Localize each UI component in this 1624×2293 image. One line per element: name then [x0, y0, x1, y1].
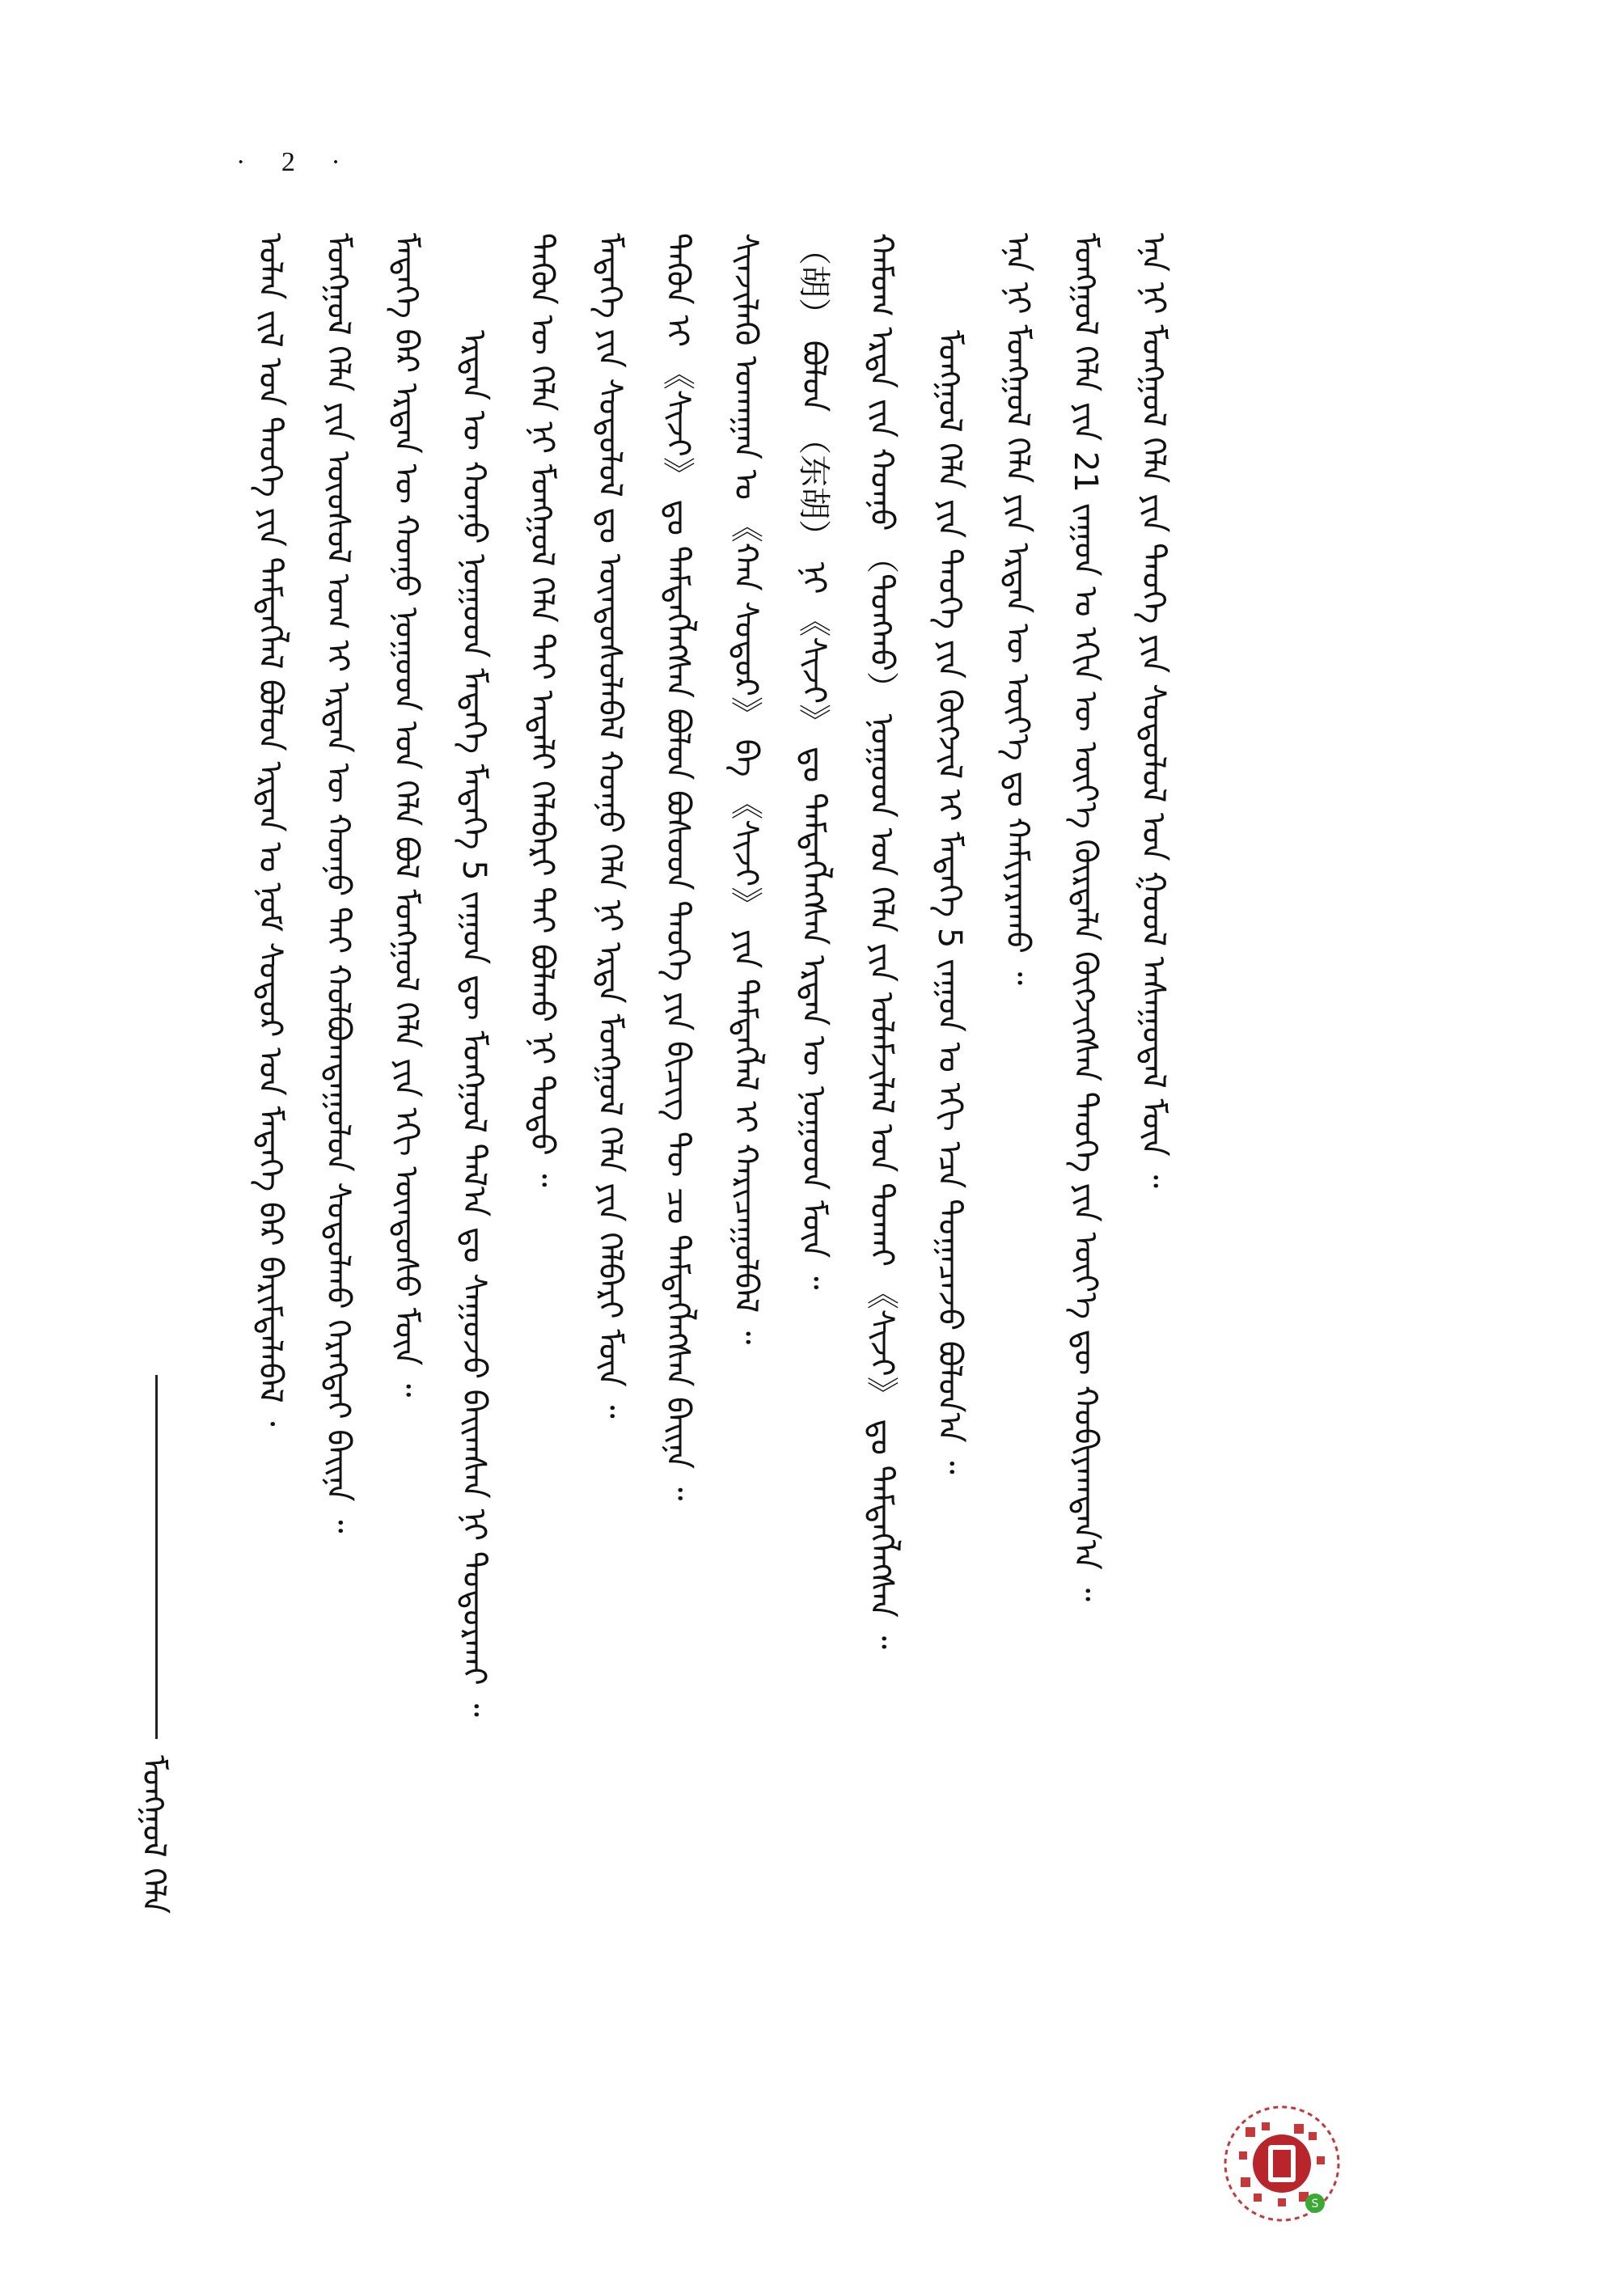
qr-code-icon — [1221, 2103, 1343, 2224]
page-number: · 2 · — [236, 147, 355, 177]
text-line: ᠡᠨᠡ ᠨᠢ ᠮᠣᠩᠭᠣᠯ ᠬᠡᠯᠡ ᠶᠢᠨ ᠡᠷᠲᠡᠨ ᠦ ᠦᠶ᠎ᠡ ᠳᠤ ᠬᠠᠮᠢᠶᠠᠷᠠᠬᠤ ᠃ — [999, 233, 1036, 985]
text-line: ᠮᠡᠳᠡᠭᠡ ᠪᠠᠷ ᠡᠷᠲᠡᠨ ᠦ ᠬᠤᠨᠨᠦ ᠨᠤᠭᠤᠳ ᠤᠨ ᠬᠡᠯᠡ ᠪᠣᠯ ᠮᠣᠩᠭᠣᠯ ᠬᠡᠯᠡ ᠶᠢᠨ ᠡᠬᠢ ᠦᠨᠳᠦᠰᠦ ᠮᠥᠨ ᠃ — [387, 233, 425, 1398]
text-line: ᠮᠡᠳᠡᠭᠡ ᠶᠢᠨ ᠰᠤᠳᠤᠯᠤᠯ ᠳᠤ ᠦᠨᠳᠦᠰᠦᠯᠡᠪᠡᠯ ᠬᠤᠨᠨᠦ ᠬᠡᠯᠡ ᠨᠢ ᠡᠷᠲᠡ ᠮᠣᠩᠭᠣᠯ ᠬᠡᠯᠡ ᠶᠢᠨ ᠬᠡᠯᠪᠡᠷᠢ ᠮᠥᠨ ᠃ — [591, 233, 628, 1419]
text-line: ᠰᠢᠨᠵᠢᠯᠡᠬᠦ ᠤᠬᠠᠭᠠᠨ ᠤ 《ᠬᠠᠨ ᠰᠤᠳᠤᠷ》 ᠪᠠ 《ᠰᠢᠵᠢ》 ᠶᠢᠨ ᠲᠡᠮᠳᠡᠭᠯᠡᠯ ᠢ ᠬᠠᠷᠢᠴᠠᠭᠤᠯᠪᠠᠯ ᠃ — [727, 233, 764, 1345]
text-line: ᠮᠣᠩᠭᠣᠯ ᠬᠡᠯᠡ ᠶᠢᠨ 21 ᠵᠠᠭᠤᠨ ᠤ ᠡᠬᠢᠨ ᠦ ᠦᠶ᠎ᠡ ᠬᠦᠷᠲᠡᠯᠡ ᠬᠥᠭᠵᠢᠭᠰᠡᠨ ᠲᠡᠦᠬᠡ ᠶᠢᠨ ᠦᠶ᠎ᠡ ᠳᠦ ᠬᠤᠪᠢᠶᠠᠭᠳᠠᠨ᠎ᠠ ᠃ — [1067, 233, 1104, 1601]
text-line: ᠡᠨᠡ ᠨᠢ ᠮᠣᠩᠭᠣᠯ ᠬᠡᠯᠡ ᠶᠢᠨ ᠲᠡᠦᠬᠡ ᠶᠢᠨ ᠰᠤᠳᠤᠯᠤᠯ ᠤᠨ ᠭᠣᠣᠯ ᠠᠰᠠᠭᠤᠳᠠᠯ ᠮᠥᠨ ᠃ — [1135, 233, 1172, 1188]
text-line: ᠮᠣᠩᠭᠣᠯ ᠬᠡᠯᠡ ᠶᠢᠨ ᠲᠡᠦᠬᠡ ᠶᠢᠨ ᠬᠥᠭᠵᠢᠯ ᠢ ᠮᠡᠳᠡᠭᠡ 5 ᠵᠠᠭᠤᠨ ᠤ ᠡᠬᠢ ᠡᠴᠡ ᠲᠣᠭᠠᠴᠠᠵᠤ ᠪᠣᠯᠣᠨ᠎ᠠ ᠃ — [931, 330, 968, 1474]
body-text — [236, 233, 1255, 2206]
header-rule — [155, 1375, 158, 1739]
text-line: ᠲᠡᠭᠦᠨ ᠢ 《ᠰᠢᠵᠢ》 ᠳᠤ ᠲᠡᠮᠳᠡᠭᠯᠡᠭᠰᠡᠨ ᠪᠣᠯᠤᠨ ᠪᠤᠰᠤᠳ ᠲᠡᠦᠬᠡ ᠶᠢᠨ ᠪᠢᠴᠢᠭ ᠲᠦ ᠴᠤ ᠲᠡᠮᠳᠡᠭᠯᠡᠭᠰᠡᠨ ᠪᠠᠢᠨᠠ ᠃ — [659, 233, 696, 1501]
text-line: （胡） ᠪᠣᠯᠤᠨ （东胡） ᠨᠢ 《ᠰᠢᠵᠢ》 ᠳᠤ ᠲᠡᠮᠳᠡᠭᠯᠡᠭᠰᠡᠨ ᠡᠷᠲᠡᠨ ᠦ ᠨᠤᠭᠤᠳ ᠮᠥᠨ ᠃ — [795, 233, 832, 1290]
text-line: ᠣᠯᠠᠨ ᠵᠢᠯ ᠤᠨ ᠲᠡᠦᠬᠡ ᠶᠢᠨ ᠲᠡᠮᠳᠡᠭᠯᠡᠯ ᠪᠤᠯᠤᠨ ᠡᠷᠲᠡᠨ ᠤ ᠨᠣᠮ ᠰᠤᠳᠤᠷ ᠤᠨ ᠮᠡᠳᠡᠭᠡ ᠪᠡᠷ ᠪᠠᠷᠢᠮᠲᠠᠯᠠᠪᠠᠯ ᠂ — [252, 233, 289, 1427]
text-line: ᠡᠷᠲᠡᠨ ᠦ ᠬᠤᠨᠨᠦ ᠨᠤᠭᠤᠳ ᠮᠡᠳᠡᠭᠡ ᠮᠡᠳᠡᠭᠡ 5 ᠵᠠᠭᠤᠨ ᠳᠦ ᠮᠣᠩᠭᠣᠯ ᠲᠠᠯ᠎ᠠ ᠳᠤ ᠰᠠᠭᠤᠵᠤ ᠪᠠᠢᠭᠰᠠᠨ ᠨᠢ ᠲᠣᠳᠣᠷᠬᠠᠢ ᠃ — [455, 330, 493, 1717]
text-line: ᠲᠡᠭᠦᠨ ᠦ ᠬᠡᠯᠡ ᠨᠢ ᠮᠣᠩᠭᠣᠯ ᠬᠡᠯᠡ ᠲᠡᠢ ᠠᠳᠠᠯᠢ ᠬᠡᠯᠡᠪᠡᠷᠢ ᠲᠡᠢ ᠪᠣᠯᠬᠣ ᠨᠢ ᠲᠣᠳᠣ ᠃ — [523, 233, 560, 1187]
text-line: ᠮᠣᠩᠭᠣᠯ ᠬᠡᠯᠡ ᠶᠢᠨ ᠦᠦᠰᠦᠯ ᠤᠭ ᠢ ᠡᠷᠲᠡᠨ ᠦ ᠬᠤᠨᠨᠦ ᠲᠠᠢ ᠬᠣᠯᠪᠣᠭᠳᠠᠭᠤᠯᠤᠨ ᠰᠤᠳᠤᠯᠬᠤ ᠬᠡᠷᠡᠭᠲᠡᠢ ᠪᠠᠢᠨᠠ ᠃ — [319, 233, 357, 1534]
running-head: ᠮᠣᠩᠭᠣᠯ ᠬᠡᠯᠡ — [135, 1755, 172, 1914]
text-line: ᠬᠠᠮᠤᠭ ᠡᠷᠲᠡ ᠵᠢᠨ ᠬᠤᠨᠨᠦ （ᠳᠤᠩᠬᠤ） ᠨᠤᠭᠤᠳ ᠤᠨ ᠬᠡᠯᠡ ᠶᠢᠨ ᠤᠯᠠᠮᠵᠢᠯᠠᠯ ᠤᠨ ᠲᠤᠬᠠᠢ 《ᠰᠢᠵᠢ》 ᠳᠤ ᠲᠡᠮᠳᠡᠭᠯᠡᠭᠰᠡᠨ ᠃ — [863, 233, 900, 1649]
svg-text:S: S — [1311, 2198, 1319, 2211]
